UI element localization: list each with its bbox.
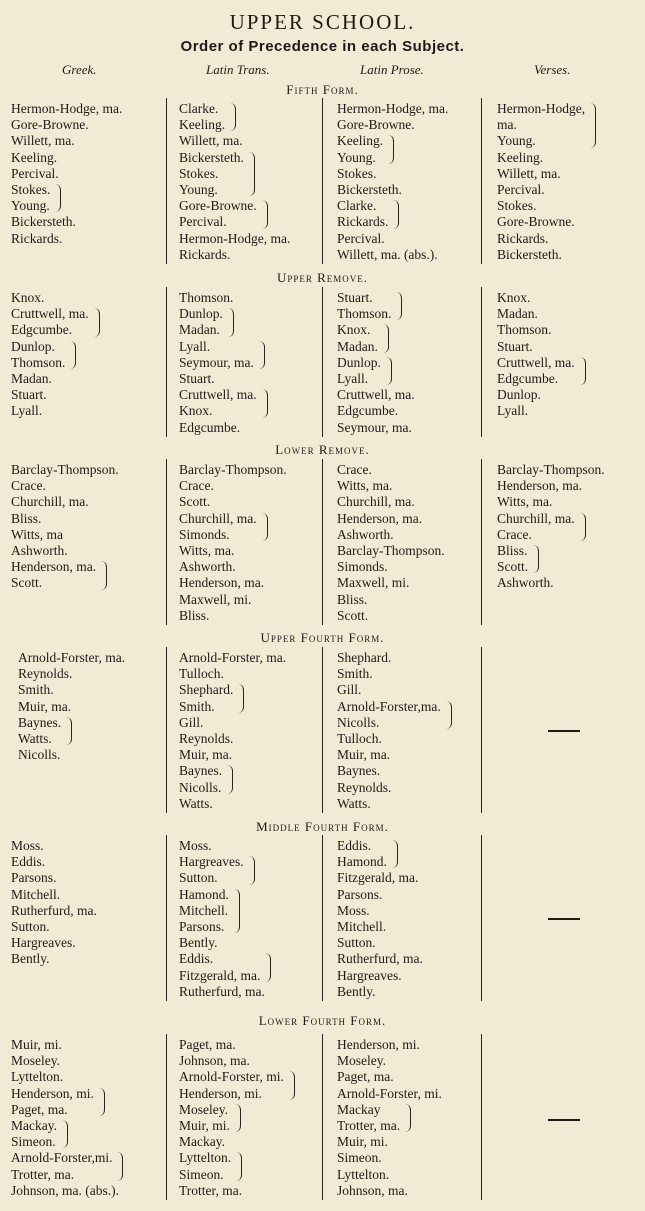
list-item: Ashworth. [497,575,554,591]
list-item: Dunlop. [179,306,223,322]
list-item: Bickersteth. [337,181,402,197]
bracket-mark [237,684,244,712]
list-item: Hamond. [179,886,229,902]
list-item: Arnold-Forster,ma. [337,698,441,714]
list-item: Madan. [337,338,378,354]
column-divider [481,287,482,437]
list-item: Trotter, ma. [11,1166,75,1182]
list-item: Muir, ma. [18,698,72,714]
verses-dash [548,918,580,920]
list-item: Gore-Browne. [179,198,257,214]
column-header-latin-prose: Latin Prose. [360,62,424,77]
column-divider [481,1034,482,1200]
list-item: Simonds. [179,526,230,542]
list-item: Churchill, ma. [337,494,415,510]
list-item: Parsons. [337,886,383,902]
column-divider [166,98,167,264]
column-list-greek [18,650,125,763]
column-divider [166,835,167,1001]
column-divider [166,459,167,625]
list-item: Crace. [337,462,372,477]
list-item: Simeon. [337,1150,382,1166]
list-item: Henderson, mi. [179,1085,262,1101]
bracket-mark [258,341,265,369]
column-divider [322,1034,323,1200]
list-item: Crace. [11,478,46,494]
bracket-mark [391,840,398,868]
column-list-verses [497,462,605,592]
list-item: Henderson, mi. [11,1085,94,1101]
list-item: Crace. [179,478,214,494]
list-item: Hermon-Hodge, ma. [337,101,449,116]
bracket-mark [532,545,539,573]
list-item: Cruttwell, ma. [11,306,89,322]
list-item: Maxwell, mi. [337,575,410,591]
list-item: Bliss. [497,542,528,558]
bracket-mark [93,308,100,336]
list-item: Willett, ma. [11,133,75,149]
list-item: Moss. [179,838,212,853]
list-item: Witts, ma. [337,478,393,494]
list-item: Cruttwell, ma. [179,387,257,403]
list-item: Barclay-Thompson. [337,542,445,558]
list-item: Henderson, ma. [179,575,265,591]
list-item: Young. [179,181,218,197]
list-item: Baynes. [18,714,62,730]
list-item: Muir, mi. [337,1134,388,1150]
list-item: Gill. [179,714,204,730]
list-item: Muir, ma. [179,747,233,763]
list-item: Rickards. [11,230,63,246]
list-item: Thomson. [497,322,552,338]
list-item: Shephard. [179,682,234,698]
list-item: Muir, mi. [11,1037,62,1052]
list-item: Parsons. [11,870,57,886]
list-item: Tulloch. [337,730,382,746]
list-item: Simeon. [179,1166,224,1182]
column-list-greek [11,101,122,247]
bracket-mark [98,1088,105,1116]
list-item: Arnold-Forster, mi. [337,1085,442,1101]
list-item: Clarke. [337,198,377,214]
bracket-mark [387,135,394,163]
list-item: Knox. [497,290,531,305]
list-item: Moseley. [179,1101,228,1117]
bracket-mark [445,701,452,729]
list-item: Dunlop. [497,387,541,403]
list-item: Maxwell, mi. [179,591,252,607]
column-divider [322,647,323,813]
list-item: Rutherfurd, ma. [179,983,265,999]
list-item: Gore-Browne. [337,117,415,133]
bracket-mark [579,357,586,385]
list-item: Lyttelton. [179,1150,232,1166]
list-item: Hargreaves. [337,967,402,983]
bracket-mark [264,953,271,981]
list-item: Mackay. [179,1134,225,1150]
list-item: Willett, ma. (abs.). [337,246,438,262]
list-item: Lyttelton. [11,1069,64,1085]
column-list-latin-prose [337,101,448,263]
list-item: Clarke. [179,101,219,116]
list-item: Smith. [179,698,215,714]
list-item: Hamond. [337,854,387,870]
list-item: Nicolls. [179,779,222,795]
list-item: Arnold-Forster, ma. [179,650,287,665]
column-list-latin-trans [179,1037,284,1199]
column-divider [481,98,482,264]
list-item: Churchill, ma. [497,510,575,526]
list-item: Baynes. [337,763,381,779]
list-item: Scott. [11,575,43,591]
list-item: Seymour, ma. [337,419,412,435]
bracket-mark [235,1152,242,1180]
list-item: Willett, ma. [179,133,243,149]
list-item: Eddis. [337,838,372,853]
list-item: Eddis. [179,951,214,967]
section-heading: Upper Remove. [276,270,369,285]
bracket-mark [65,717,72,745]
list-item: Arnold-Forster, ma. [18,650,126,665]
list-item: Bently. [11,951,50,967]
list-item: Keeling. [11,149,58,165]
list-item: Johnson, ma. [337,1182,408,1198]
list-item: Mitchell. [179,902,229,918]
list-item: Keeling. [497,149,544,165]
column-divider [322,459,323,625]
list-item: Hermon-Hodge, ma. [11,101,123,116]
list-item: Churchill, ma. [179,510,257,526]
list-item: Mackay. [11,1117,57,1133]
list-item: Stuart. [337,290,373,305]
page-subtitle: Order of Precedence in each Subject. [180,38,465,55]
list-item: Muir, ma. [337,747,391,763]
list-item: Knox. [179,403,213,419]
list-item: Stokes. [337,165,377,181]
list-item: Arnold-Forster,mi. [11,1150,113,1166]
list-item: Paget, ma. [337,1069,394,1085]
list-item: Shephard. [337,650,392,665]
list-item: Madan. [11,370,52,386]
section-heading: Upper Fourth Form. [260,630,385,645]
verses-dash [548,730,580,732]
list-item: Stuart. [11,387,47,403]
bracket-mark [229,103,236,131]
list-item: Dunlop. [11,338,55,354]
list-item: Keeling. [179,117,226,133]
list-item: Bliss. [337,591,368,607]
list-item: Ashworth. [179,559,236,575]
column-list-greek [11,290,89,420]
list-item: Madan. [497,306,538,322]
list-item: Bliss. [11,510,42,526]
list-item: Percival. [179,214,227,230]
bracket-mark [69,341,76,369]
bracket-mark [392,200,399,228]
list-item: Watts. [337,795,371,811]
bracket-mark [227,308,234,336]
list-item: Lyall. [179,338,211,354]
list-item: Keeling. [337,133,384,149]
list-item: Sutton. [179,870,218,886]
list-item: Ashworth. [337,526,394,542]
list-item: Reynolds. [18,666,73,682]
column-divider [481,835,482,1001]
list-item: Thomson. [179,290,234,305]
list-item: Scott. [179,494,211,510]
list-item: Reynolds. [337,779,392,795]
list-item: Simonds. [337,559,388,575]
list-item: Eddis. [11,854,46,870]
list-item: Edgcumbe. [337,403,399,419]
column-list-latin-prose [337,290,415,436]
list-item: Edgcumbe. [11,322,73,338]
list-item: Young. [497,133,536,149]
list-item: Watts. [179,795,213,811]
bracket-mark [261,389,268,417]
list-item: Mackay [337,1101,381,1117]
bracket-mark [261,200,268,228]
list-item: Arnold-Forster, mi. [179,1069,284,1085]
list-item: Fitzgerald, ma. [337,870,419,886]
list-item: Cruttwell, ma. [497,354,575,370]
list-item: Moseley. [11,1053,60,1069]
bracket-mark [100,561,107,589]
column-divider [166,287,167,437]
column-divider [322,98,323,264]
list-item: Parsons. [179,918,225,934]
list-item: Edgcumbe. [497,370,559,386]
list-item: Stokes. [11,181,51,197]
section-heading: Middle Fourth Form. [256,819,389,834]
list-item: Stokes. [179,165,219,181]
list-item: Watts. [18,730,52,746]
column-header-greek: Greek. [62,62,97,77]
bracket-mark [248,856,255,884]
section-heading: Lower Fourth Form. [258,1013,387,1028]
list-item: Scott. [337,607,369,623]
list-item: Gore-Browne. [497,214,575,230]
list-item: Scott. [497,559,529,575]
column-list-verses [497,101,585,263]
bracket-mark [248,152,255,197]
list-item: Paget, ma. [179,1037,236,1052]
list-item: Henderson, mi. [337,1037,420,1052]
list-item: Rickards. [497,230,549,246]
bracket-mark [54,184,61,212]
bracket-mark [226,765,233,793]
list-item: Smith. [18,682,54,698]
column-list-latin-trans [179,462,287,624]
column-list-greek [11,838,97,968]
column-divider [166,647,167,813]
list-item: Smith. [337,666,373,682]
list-item: Rutherfurd, ma. [337,951,423,967]
column-list-greek [11,1037,119,1199]
list-item: Henderson, ma. [337,510,423,526]
column-divider [322,287,323,437]
list-item: Paget, ma. [11,1101,68,1117]
list-item: Reynolds. [179,730,234,746]
column-divider [322,835,323,1001]
list-item: Witts, ma. [179,542,235,558]
list-item: Young. [337,149,376,165]
list-item: Edgcumbe. [179,419,241,435]
column-divider [481,647,482,813]
list-item: Percival. [337,230,385,246]
list-item: Barclay-Thompson. [179,462,287,477]
list-item: Tulloch. [179,666,224,682]
column-list-latin-prose [337,462,445,624]
list-item: Knox. [11,290,45,305]
list-item: Witts, ma [11,526,63,542]
bracket-mark [395,292,402,320]
list-item: Muir, mi. [179,1117,230,1133]
section-heading: Lower Remove. [275,442,370,457]
list-item: Johnson, ma. (abs.). [11,1182,119,1198]
page-title: UPPER SCHOOL. [229,10,416,34]
list-item: Bliss. [179,607,210,623]
bracket-mark [579,513,586,541]
list-item: Simeon. [11,1134,56,1150]
bracket-mark [234,1104,241,1132]
list-item: Lyall. [497,403,529,419]
list-item: Barclay-Thompson. [11,462,119,477]
list-item: Trotter, ma. [179,1182,243,1198]
list-item: Johnson, ma. [179,1053,250,1069]
column-list-latin-prose [337,1037,442,1199]
list-item: Bently. [179,935,218,951]
list-item: Mitchell. [337,918,387,934]
list-item: Henderson, ma. [11,559,97,575]
list-item: Bickersteth. [179,149,244,165]
list-item: Bickersteth. [497,246,562,262]
list-item: Gill. [337,682,362,698]
bracket-mark [61,1120,68,1148]
list-item: Hermon-Hodge, ma. [179,230,291,246]
list-item: Barclay-Thompson. [497,462,605,477]
list-item: Rutherfurd, ma. [11,902,97,918]
list-item: Nicolls. [18,747,61,763]
column-header-verses: Verses. [534,62,571,77]
list-item: Seymour, ma. [179,354,254,370]
list-item: Stokes. [497,198,537,214]
list-item: Lyttelton. [337,1166,390,1182]
list-item: Dunlop. [337,354,381,370]
verses-dash [548,1119,580,1121]
column-list-latin-prose [337,650,441,812]
list-item: Young. [11,198,50,214]
bracket-mark [116,1152,123,1180]
bracket-mark [288,1071,295,1099]
list-item: Percival. [11,165,59,181]
list-item: Lyall. [337,370,369,386]
list-item: Baynes. [179,763,223,779]
list-item: Nicolls. [337,714,380,730]
list-item: Moss. [11,838,44,853]
bracket-mark [385,357,392,385]
list-item: Witts, ma. [497,494,553,510]
column-list-verses [497,290,575,420]
section-heading: Fifth Form. [286,82,359,97]
list-item: Lyall. [11,403,43,419]
list-item: Sutton. [11,918,50,934]
list-item: Bently. [337,983,376,999]
list-item: Hermon-Hodge, [497,101,586,116]
list-item: Henderson, ma. [497,478,583,494]
list-item: Stuart. [179,370,215,386]
column-divider [166,1034,167,1200]
column-list-latin-trans [179,290,257,436]
bracket-mark [382,324,389,352]
list-item: Willett, ma. [497,165,561,181]
list-item: Sutton. [337,935,376,951]
column-header-latin-trans: Latin Trans. [206,62,270,77]
list-item: Thomson. [337,306,392,322]
bracket-mark [404,1104,411,1132]
list-item: Madan. [179,322,220,338]
list-item: Moseley. [337,1053,386,1069]
list-item: Gore-Browne. [11,117,89,133]
list-item: Crace. [497,526,532,542]
list-item: Fitzgerald, ma. [179,967,261,983]
list-item: Hargreaves. [11,935,76,951]
list-item: Ashworth. [11,542,68,558]
list-item: Hargreaves. [179,854,244,870]
list-item: Mitchell. [11,886,61,902]
list-item: Percival. [497,181,545,197]
list-item: Rickards. [337,214,389,230]
column-divider [481,459,482,625]
bracket-mark [589,103,596,148]
list-item: Cruttwell, ma. [337,387,415,403]
list-item: Trotter, ma. [337,1117,401,1133]
list-item: Rickards. [179,246,231,262]
list-item: Thomson. [11,354,66,370]
column-list-latin-prose [337,838,423,1000]
list-item: Moss. [337,902,370,918]
list-item: Churchill, ma. [11,494,89,510]
list-item: ma. [497,117,517,133]
list-item: Bickersteth. [11,214,76,230]
bracket-mark [233,889,240,934]
list-item: Knox. [337,322,371,338]
list-item: Stuart. [497,338,533,354]
bracket-mark [261,513,268,541]
